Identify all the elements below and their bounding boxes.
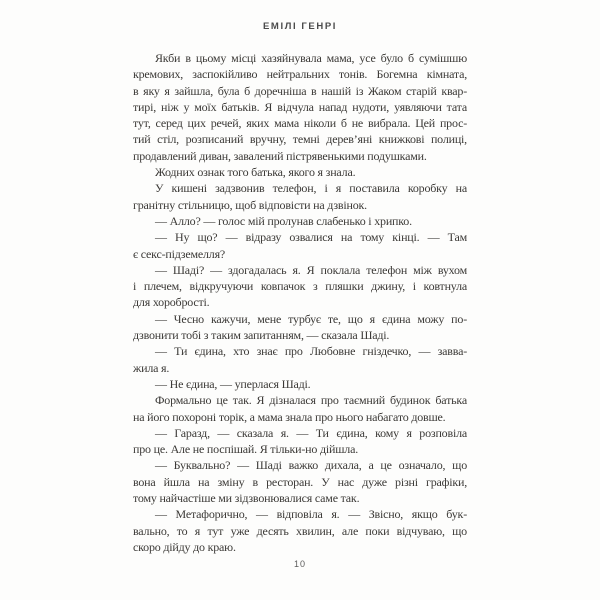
text-line: в яку я зайшла, була б доречніша в нашій із Жаком старій квар- (133, 83, 467, 98)
text-line: вона йшла на зміну в ресторан. У нас дуже різні графіки, (133, 474, 467, 489)
text-line: продавлений диван, завалений пістрявенькими подушками. (133, 148, 427, 163)
text-line: — Чесно кажучи, мене турбує те, що я єдина можу по- (155, 311, 467, 326)
text-line: — Метафорично, — відповіла я. — Звісно, якщо бук- (155, 507, 467, 522)
text-line: тому найчастіше ми зідзвонювалися саме так. (133, 491, 360, 506)
text-line: для хоробрості. (133, 295, 210, 310)
page-number: 10 (293, 559, 306, 569)
text-line: дзвонити тобі з таким запитанням, — сказала Шаді. (133, 328, 390, 343)
text-line: У кишені задзвонив телефон, і я поставила коробку на (155, 181, 467, 196)
text-line: Жодних ознак того батька, якого я знала. (155, 165, 356, 180)
text-line: — Алло? — голос мій пролунав слабенько і хрипко. (155, 213, 412, 228)
text-line: вально, то я тут уже десять хвилин, але поки відчуваю, що (133, 523, 467, 538)
text-line: — Буквально? — Шаді важко дихала, а це означало, що (155, 458, 467, 473)
text-line: жила я. (133, 360, 170, 375)
text-line: є секс-підземелля? (133, 246, 226, 261)
running-header: ЕМІЛІ ГЕНРІ (263, 21, 337, 32)
text-line: гранітну стільницю, щоб відповісти на дзвінок. (133, 197, 367, 212)
text-line: на його похороні торік, а мама знала про нього набагато довше. (133, 409, 446, 424)
text-line: і плечем, відкручуючи ковпачок з пляшки джину, і ковтнула (133, 279, 467, 294)
text-line: кремових, заспокійливо нейтральних тонів. Богемна кімната, (133, 67, 467, 82)
text-line: тирі, ніж у моїх батьків. Я відчула напад нудоти, уявляючи тата (133, 99, 467, 114)
text-line: тий стіл, розписаний вручну, темні дерев’яні книжкові полиці, (133, 132, 467, 147)
text-line: — Ну що? — відразу озвалися на тому кінці. — Там (155, 230, 467, 245)
text-line: Якби в цьому місці хазяйнувала мама, усе було б сумішшю (155, 51, 467, 65)
text-line: Формально це так. Я дізналася про таємний будинок батька (155, 393, 467, 408)
text-line: про це. Але не поспішай. Я тільки-но дійшла. (133, 442, 359, 457)
text-line: — Ти єдина, хто знає про Любовне гніздечко, — завва- (155, 344, 467, 359)
text-line: — Шаді? — здогадалась я. Я поклала телефон між вухом (155, 262, 467, 277)
text-line: — Не єдина, — уперлася Шаді. (155, 376, 311, 391)
text-line: тут, серед цих речей, яких мама ніколи б не вибрала. Цей прос- (133, 116, 467, 131)
text-block (133, 50, 467, 555)
text-line: — Гаразд, — сказала я. — Ти єдина, кому я розповіла (155, 425, 467, 440)
text-line: скоро дійду до краю. (133, 539, 236, 554)
